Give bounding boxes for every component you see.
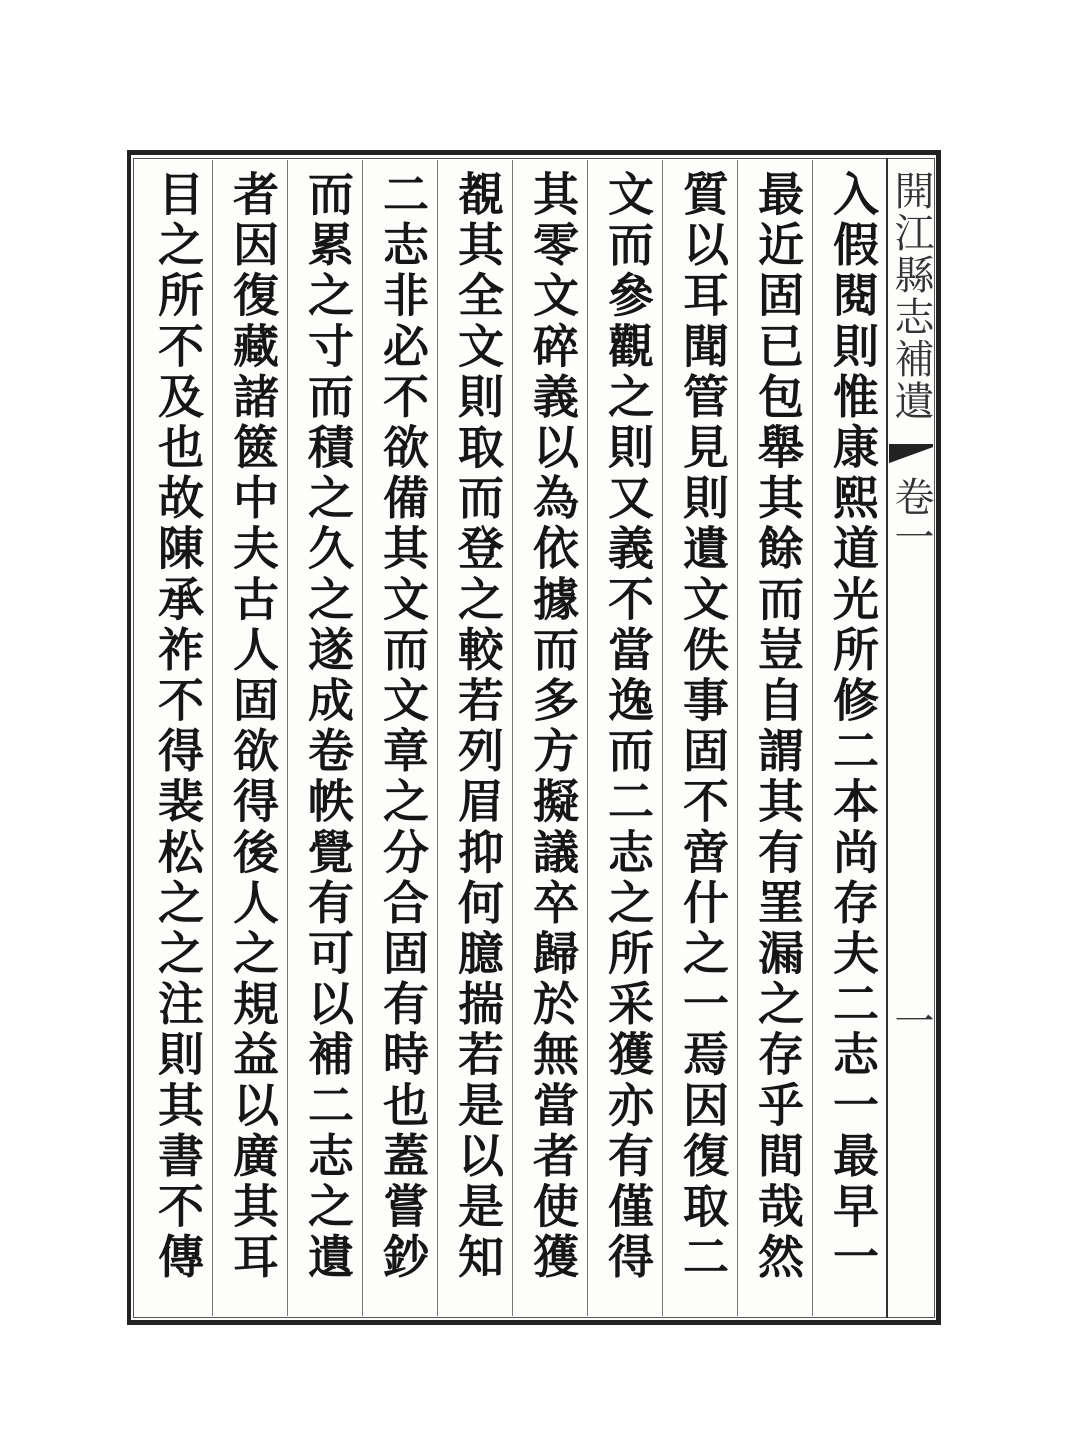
book-title: 開江縣志補遺 — [888, 170, 934, 422]
text-column-8: 而累之寸而積之久之遂成卷帙覺有可以補二志之遺 — [301, 170, 355, 1284]
column-rule — [212, 160, 213, 1316]
text-column-2: 最近固已包舉其餘而豈自謂其有罣漏之存乎間哉然 — [751, 170, 805, 1284]
column-rule — [737, 160, 738, 1316]
text-column-4: 文而參觀之則又義不當逸而二志之所采獲亦有僅得 — [601, 170, 655, 1284]
fishtail-mark-icon — [889, 444, 933, 470]
page-number: 一 — [888, 1000, 934, 1040]
column-rule — [587, 160, 588, 1316]
column-rule — [362, 160, 363, 1316]
text-column-10: 目之所不及也故陳承祚不得裴松之之注則其書不傳 — [151, 170, 205, 1284]
volume-label: 卷一 — [888, 476, 934, 556]
column-rule — [287, 160, 288, 1316]
text-column-5: 其零文碎義以為依據而多方擬議卒歸於無當者使獲 — [526, 170, 580, 1284]
column-rule — [437, 160, 438, 1316]
column-rule — [812, 160, 813, 1316]
text-column-3: 質以耳聞管見則遺文佚事固不啻什之一焉因復取二 — [676, 170, 730, 1284]
text-column-7: 二志非必不欲備其文而文章之分合固有時也蓋嘗鈔 — [376, 170, 430, 1284]
text-column-9: 者因復藏諸篋中夫古人固欲得後人之規益以廣其耳 — [226, 170, 280, 1284]
text-column-1: 入假閱則惟康熙道光所修二本尚存夫二志一最早一 — [826, 170, 880, 1284]
column-rule — [662, 160, 663, 1316]
text-column-6: 覩其全文則取而登之較若列眉抑何臆揣若是以是知 — [451, 170, 505, 1284]
column-rule — [512, 160, 513, 1316]
